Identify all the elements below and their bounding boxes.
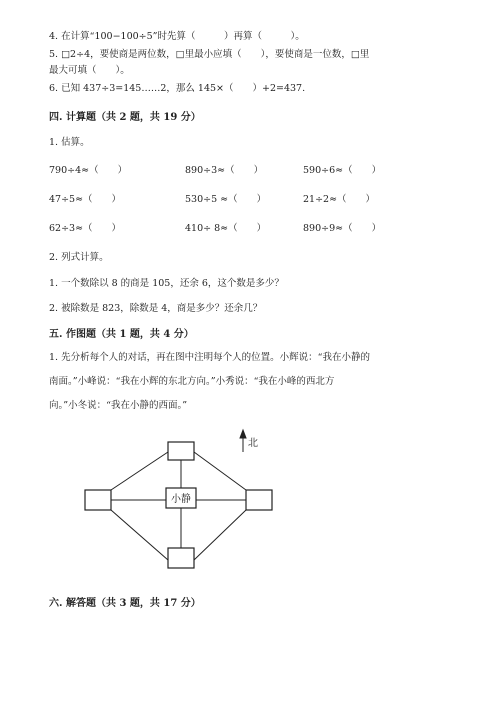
drawing-question-line-3: 向。”小冬说：“我在小静的西面。” bbox=[49, 400, 188, 411]
estimate-item: 530÷5 ≈（ ） bbox=[185, 194, 267, 205]
diagram-box-bottom bbox=[168, 548, 194, 568]
estimate-item: 62÷3≈（ ） bbox=[49, 223, 122, 234]
word-problem-2: 2. 被除数是 823，除数是 4，商是多少？还余几？ bbox=[49, 303, 263, 314]
estimate-item: 890÷9≈（ ） bbox=[303, 223, 382, 234]
diagram-box-left bbox=[85, 490, 111, 510]
question-5-line-2: 最大可填（ ）。 bbox=[49, 65, 130, 76]
section-6-heading: 六. 解答题（共 3 题，共 17 分） bbox=[49, 598, 201, 609]
diagram-box-right bbox=[246, 490, 272, 510]
drawing-question-line-1: 1. 先分析每个人的对话，再在图中注明每个人的位置。小辉说：“我在小静的 bbox=[49, 352, 370, 363]
north-arrow-icon bbox=[240, 430, 246, 452]
estimate-item: 890÷3≈（ ） bbox=[185, 165, 264, 176]
diagram-line-right-bottom bbox=[194, 510, 246, 560]
estimate-subheading: 1. 估算。 bbox=[49, 137, 90, 148]
question-5-line-1: 5. □2÷4，要使商是两位数，□里最小应填（ ），要使商是一位数，□里 bbox=[49, 49, 370, 60]
center-label: 小静 bbox=[171, 494, 191, 505]
north-label: 北 bbox=[248, 438, 258, 449]
question-4: 4. 在计算“100−100÷5”时先算（ ）再算（ ）。 bbox=[49, 31, 305, 42]
question-6: 6. 已知 437÷3=145……2，那么 145×（ ）+2=437. bbox=[49, 83, 306, 94]
diagram-line-bottom-left bbox=[111, 510, 168, 560]
diagram-line-left-top bbox=[111, 452, 168, 490]
estimate-item: 47÷5≈（ ） bbox=[49, 194, 122, 205]
estimate-item: 590÷6≈（ ） bbox=[303, 165, 382, 176]
estimate-item: 790÷4≈（ ） bbox=[49, 165, 128, 176]
section-5-heading: 五. 作图题（共 1 题，共 4 分） bbox=[49, 329, 194, 340]
column-calc-subheading: 2. 列式计算。 bbox=[49, 252, 109, 263]
estimate-item: 21÷2≈（ ） bbox=[303, 194, 376, 205]
diagram-line-top-right bbox=[194, 452, 246, 490]
section-4-heading: 四. 计算题（共 2 题，共 19 分） bbox=[49, 112, 201, 123]
word-problem-1: 1. 一个数除以 8 的商是 105，还余 6，这个数是多少？ bbox=[49, 278, 284, 289]
estimate-item: 410÷ 8≈（ ） bbox=[185, 223, 267, 234]
drawing-question-line-2: 南面。”小峰说：“我在小辉的东北方向。”小秀说：“我在小峰的西北方 bbox=[49, 376, 335, 387]
diagram-box-top bbox=[168, 442, 194, 460]
